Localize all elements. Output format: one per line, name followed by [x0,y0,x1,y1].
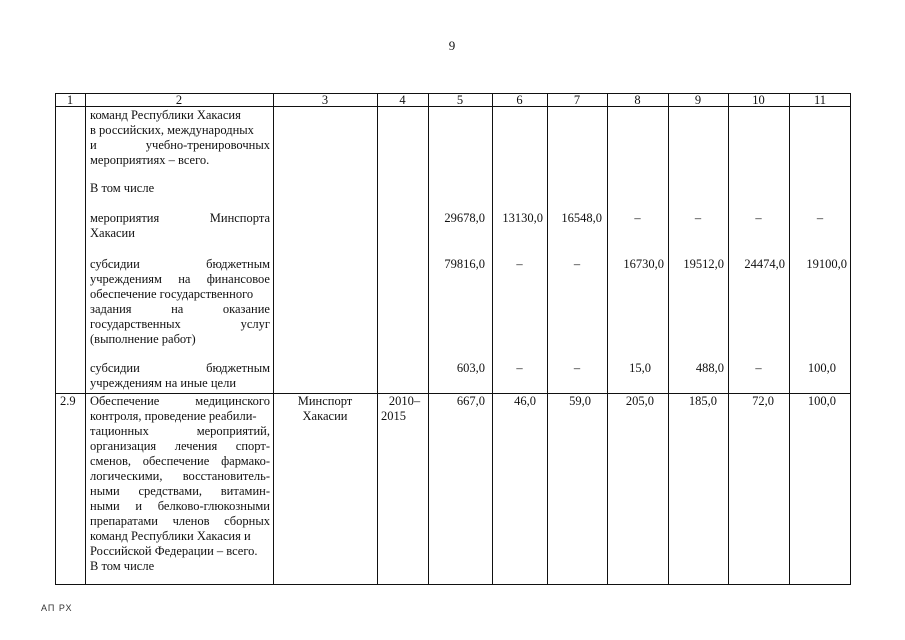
label-line: (выполнение работ) [90,332,196,346]
value-col7: – [573,361,581,375]
period [381,394,428,424]
archive-stamp: АП РХ [41,603,73,613]
value-col10: – [755,211,762,225]
row-label-subsidy-state [90,257,270,347]
column-header: 11 [813,93,827,107]
continued-description [90,108,270,168]
label-line: обеспечение государственного [90,287,254,301]
value-col6: – [516,257,523,271]
column-header: 7 [573,93,581,107]
period-line: 2010– [388,394,421,408]
value-col5: 79816,0 [444,257,485,271]
value-col6: 13130,0 [502,211,543,225]
value-col8: 15,0 [629,361,651,375]
value-col7: – [573,257,581,271]
description-line: в российских, международных [90,123,254,137]
row-label-minsport [90,211,270,241]
label-line: организация лечения спорт- [90,439,270,453]
label-line: мероприятия Минспорта [90,211,270,225]
value-col8: 16730,0 [623,257,664,271]
period-line: 2015 [381,409,406,423]
executor-line: Хакасии [302,409,348,423]
column-header: 6 [516,93,523,107]
value-col11: – [816,211,824,225]
value-col6: 46,0 [514,394,536,408]
value-col10: 24474,0 [744,257,785,271]
column-header: 5 [456,93,464,107]
value-col10: 72,0 [752,394,774,408]
value-col7: 59,0 [569,394,591,408]
value-col8: – [634,211,641,225]
executor-line: Минспорт [297,394,353,408]
value-col5: 667,0 [456,394,485,408]
value-col11: 100,0 [807,361,836,375]
value-col5: 603,0 [456,361,485,375]
value-col6: – [516,361,523,375]
label-line: учреждениям на иные цели [90,376,237,390]
column-header: 1 [66,93,74,107]
label-line: сменов, обеспечение фармако- [90,454,270,468]
label-line: ными средствами, витамин- [90,484,270,498]
label-line: Российской Федерации – всего. [90,544,258,558]
label-line: ными и белково-глюкозными [90,499,270,513]
label-line: В том числе [90,559,155,573]
label-line: Хакасии [90,226,135,240]
label-line: государственных услуг [90,317,270,331]
value-col9: 488,0 [695,361,724,375]
value-col9: 19512,0 [683,257,724,271]
column-header: 2 [175,93,183,107]
label-line: субсидии бюджетным [90,257,270,271]
label-line: тационных мероприятий, [90,424,270,438]
label-line: задания на оказание [90,302,270,316]
label-line: логическими, восстановитель- [90,469,270,483]
column-header: 10 [752,93,765,107]
label-line: препаратами членов сборных [90,514,270,528]
column-header: 3 [321,93,329,107]
label-line: Обеспечение медицинского [90,394,270,408]
column-header: 4 [399,93,406,107]
column-header: 9 [694,93,702,107]
description-line: и учебно-тренировочных [90,138,270,152]
executor [273,394,377,424]
value-col11: 19100,0 [806,257,847,271]
value-col11: 100,0 [807,394,836,408]
value-col7: 16548,0 [561,211,602,225]
page-number: 9 [448,38,456,53]
description-line: мероприятиях – всего. [90,153,210,167]
description-line: команд Республики Хакасия [90,108,241,122]
value-col9: – [694,211,702,225]
value-col8: 205,0 [625,394,654,408]
label-line: контроля, проведение реабили- [90,409,257,423]
label-line: команд Республики Хакасия и [90,529,251,543]
in-total-label: В том числе [90,181,155,195]
column-header: 8 [634,93,641,107]
budget-table [55,93,851,585]
label-line: субсидии бюджетным [90,361,270,375]
label-line: учреждениям на финансовое [90,272,270,286]
value-col10: – [755,361,762,375]
row-number: 2.9 [60,394,76,408]
row-label-medical [90,394,270,574]
value-col9: 185,0 [688,394,717,408]
value-col5: 29678,0 [444,211,485,225]
row-label-subsidy-other [90,361,270,391]
